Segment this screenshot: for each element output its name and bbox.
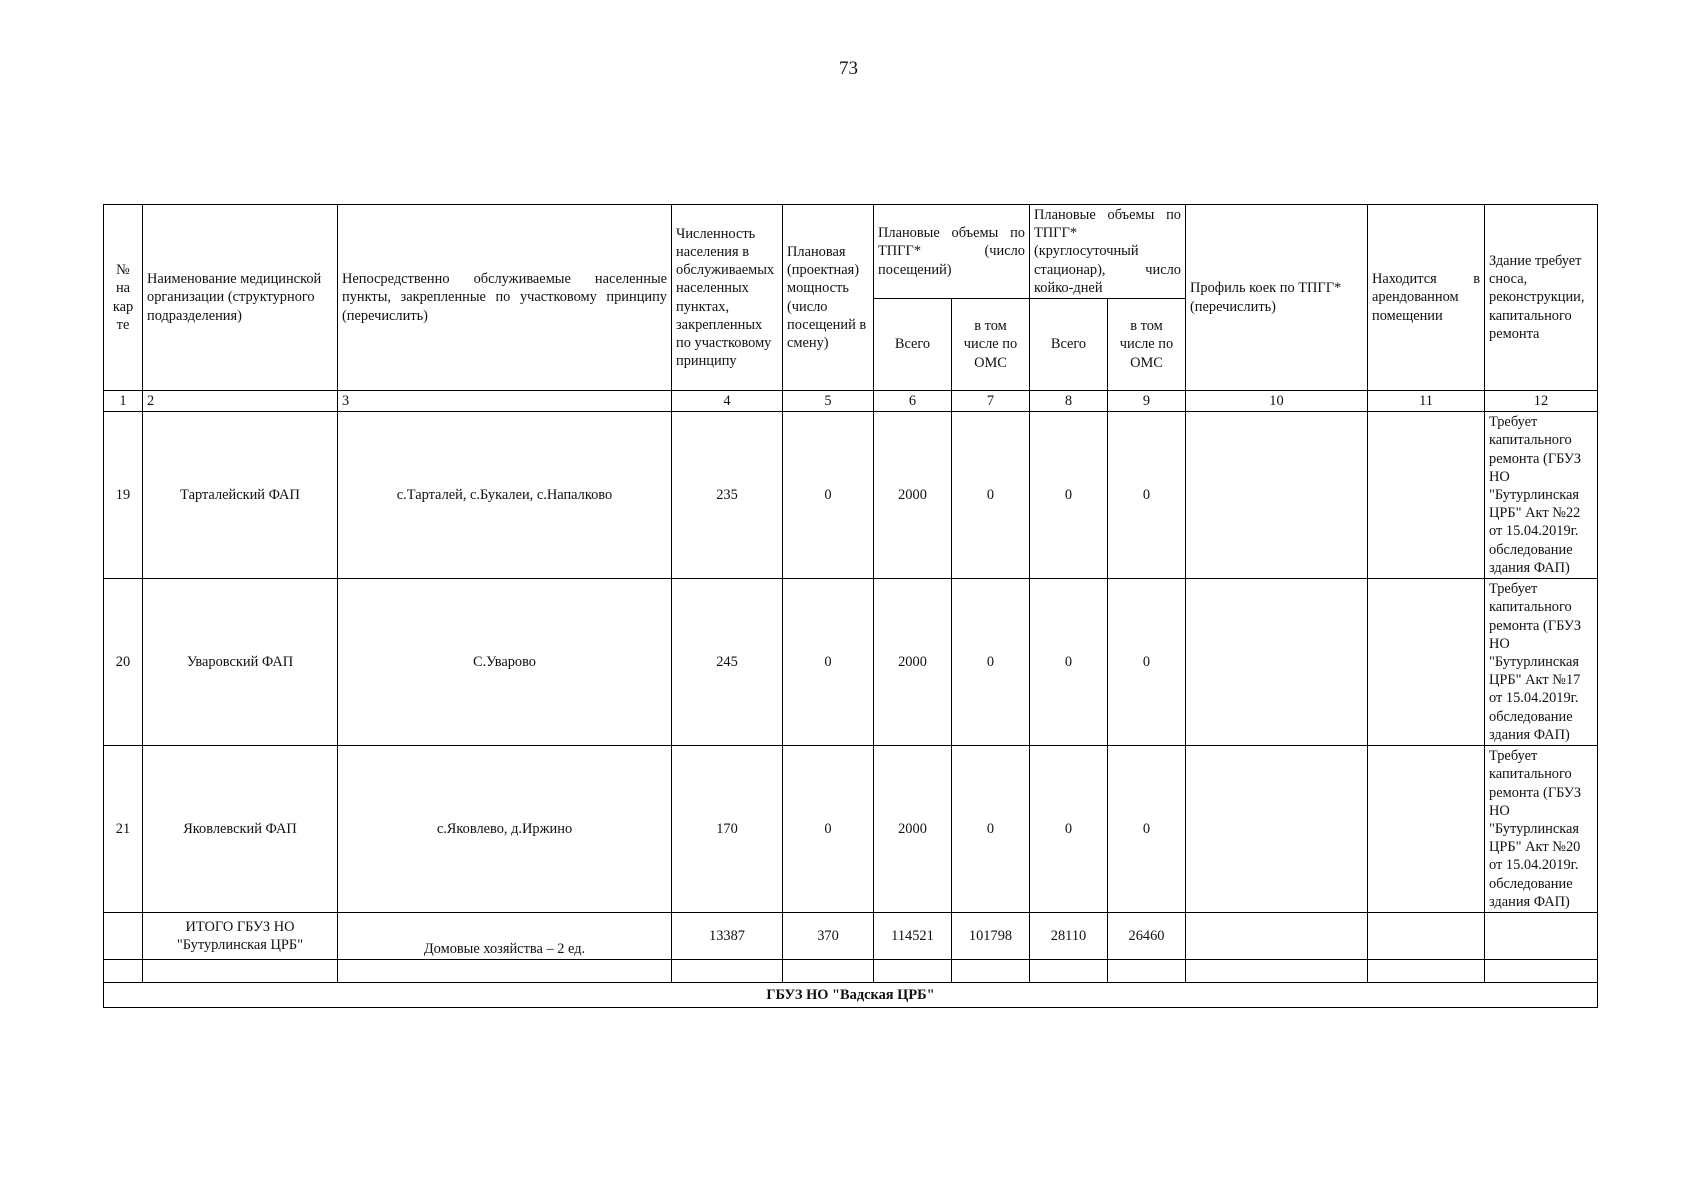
header-col-3: Непосредственно обслуживаемые населенные пункты, закрепленные по участковому принципу (перечислить) bbox=[338, 205, 672, 391]
medical-organizations-table bbox=[103, 204, 1598, 1008]
header-col-9: в том числе по ОМС bbox=[1108, 299, 1186, 391]
building-condition: Требует капитального ремонта (ГБУЗ НО "Бутурлинская ЦРБ" Акт №22 от 15.04.2019г. обследование здания ФАП) bbox=[1485, 412, 1598, 579]
total-bed-profile bbox=[1186, 913, 1368, 960]
total-name: ИТОГО ГБУЗ НО "Бутурлинская ЦРБ" bbox=[143, 913, 338, 960]
column-number: 6 bbox=[874, 391, 952, 412]
empty-cell bbox=[104, 960, 143, 983]
beddays-total: 0 bbox=[1030, 579, 1108, 746]
total-population: 13387 bbox=[672, 913, 783, 960]
settlements: с.Яковлево, д.Иржино bbox=[338, 746, 672, 913]
beddays-oms: 0 bbox=[1108, 412, 1186, 579]
empty-cell bbox=[338, 960, 672, 983]
column-number: 11 bbox=[1368, 391, 1485, 412]
header-col-10: Профиль коек по ТПГГ* (перечислить) bbox=[1186, 205, 1368, 391]
building-condition: Требует капитального ремонта (ГБУЗ НО "Бутурлинская ЦРБ" Акт №20 от 15.04.2019г. обследование здания ФАП) bbox=[1485, 746, 1598, 913]
bed-profile bbox=[1186, 412, 1368, 579]
rented-premises bbox=[1368, 412, 1485, 579]
planned-capacity: 0 bbox=[783, 746, 874, 913]
total-row bbox=[104, 913, 1598, 960]
header-group-visits: Плановые объемы по ТПГГ* (число посещений) bbox=[874, 205, 1030, 299]
header-col-5: Плановая (проектная) мощность (число посещений в смену) bbox=[783, 205, 874, 391]
total-building bbox=[1485, 913, 1598, 960]
empty-cell bbox=[1485, 960, 1598, 983]
total-visits-oms: 101798 bbox=[952, 913, 1030, 960]
column-number: 2 bbox=[143, 391, 338, 412]
bed-profile bbox=[1186, 579, 1368, 746]
building-condition: Требует капитального ремонта (ГБУЗ НО "Бутурлинская ЦРБ" Акт №17 от 15.04.2019г. обследование здания ФАП) bbox=[1485, 579, 1598, 746]
organization-name: Тарталейский ФАП bbox=[143, 412, 338, 579]
empty-cell bbox=[1186, 960, 1368, 983]
empty-cell bbox=[672, 960, 783, 983]
header-col-2: Наименование медицинской организации (структурного подразделения) bbox=[143, 205, 338, 391]
visits-oms: 0 bbox=[952, 746, 1030, 913]
header-row-top bbox=[104, 205, 1598, 299]
column-number: 7 bbox=[952, 391, 1030, 412]
beddays-oms: 0 bbox=[1108, 579, 1186, 746]
settlements: с.Тарталей, с.Букалеи, с.Напалково bbox=[338, 412, 672, 579]
visits-total: 2000 bbox=[874, 579, 952, 746]
rented-premises bbox=[1368, 579, 1485, 746]
population: 170 bbox=[672, 746, 783, 913]
total-beddays-oms: 26460 bbox=[1108, 913, 1186, 960]
beddays-oms: 0 bbox=[1108, 746, 1186, 913]
section-title: ГБУЗ НО "Вадская ЦРБ" bbox=[104, 983, 1598, 1008]
visits-total: 2000 bbox=[874, 412, 952, 579]
settlements: С.Уварово bbox=[338, 579, 672, 746]
column-number: 4 bbox=[672, 391, 783, 412]
row-number: 21 bbox=[104, 746, 143, 913]
organization-name: Уваровский ФАП bbox=[143, 579, 338, 746]
bed-profile bbox=[1186, 746, 1368, 913]
header-col-12: Здание требует сноса, реконструкции, капитального ремонта bbox=[1485, 205, 1598, 391]
column-number: 8 bbox=[1030, 391, 1108, 412]
table-row bbox=[104, 579, 1598, 746]
visits-oms: 0 bbox=[952, 579, 1030, 746]
beddays-total: 0 bbox=[1030, 412, 1108, 579]
empty-row bbox=[104, 960, 1598, 983]
population: 235 bbox=[672, 412, 783, 579]
column-number: 5 bbox=[783, 391, 874, 412]
beddays-total: 0 bbox=[1030, 746, 1108, 913]
empty-cell bbox=[874, 960, 952, 983]
header-col-6: Всего bbox=[874, 299, 952, 391]
empty-cell bbox=[1108, 960, 1186, 983]
total-visits-total: 114521 bbox=[874, 913, 952, 960]
column-number: 3 bbox=[338, 391, 672, 412]
total-row-number bbox=[104, 913, 143, 960]
section-row bbox=[104, 983, 1598, 1008]
empty-cell bbox=[1030, 960, 1108, 983]
empty-cell bbox=[783, 960, 874, 983]
table-row bbox=[104, 746, 1598, 913]
total-capacity: 370 bbox=[783, 913, 874, 960]
header-col-8: Всего bbox=[1030, 299, 1108, 391]
header-col-11: Находится в арендованном помещении bbox=[1368, 205, 1485, 391]
total-settlements: Домовые хозяйства – 2 ед. bbox=[338, 913, 672, 960]
column-number: 10 bbox=[1186, 391, 1368, 412]
visits-oms: 0 bbox=[952, 412, 1030, 579]
empty-cell bbox=[952, 960, 1030, 983]
column-number: 9 bbox=[1108, 391, 1186, 412]
organization-name: Яковлевский ФАП bbox=[143, 746, 338, 913]
empty-cell bbox=[1368, 960, 1485, 983]
planned-capacity: 0 bbox=[783, 579, 874, 746]
column-numbers-row bbox=[104, 391, 1598, 412]
row-number: 20 bbox=[104, 579, 143, 746]
row-number: 19 bbox=[104, 412, 143, 579]
population: 245 bbox=[672, 579, 783, 746]
header-group-beddays: Плановые объемы по ТПГГ* (круглосуточный стационар), число койко-дней bbox=[1030, 205, 1186, 299]
column-number: 1 bbox=[104, 391, 143, 412]
header-col-4: Численность населения в обслуживаемых населенных пунктах, закрепленных по участковому принципу bbox=[672, 205, 783, 391]
total-beddays-total: 28110 bbox=[1030, 913, 1108, 960]
header-col-1: № на кар те bbox=[104, 205, 143, 391]
page-number: 73 bbox=[839, 58, 858, 79]
empty-cell bbox=[143, 960, 338, 983]
table-row bbox=[104, 412, 1598, 579]
planned-capacity: 0 bbox=[783, 412, 874, 579]
total-rented bbox=[1368, 913, 1485, 960]
column-number: 12 bbox=[1485, 391, 1598, 412]
rented-premises bbox=[1368, 746, 1485, 913]
visits-total: 2000 bbox=[874, 746, 952, 913]
header-col-7: в том числе по ОМС bbox=[952, 299, 1030, 391]
